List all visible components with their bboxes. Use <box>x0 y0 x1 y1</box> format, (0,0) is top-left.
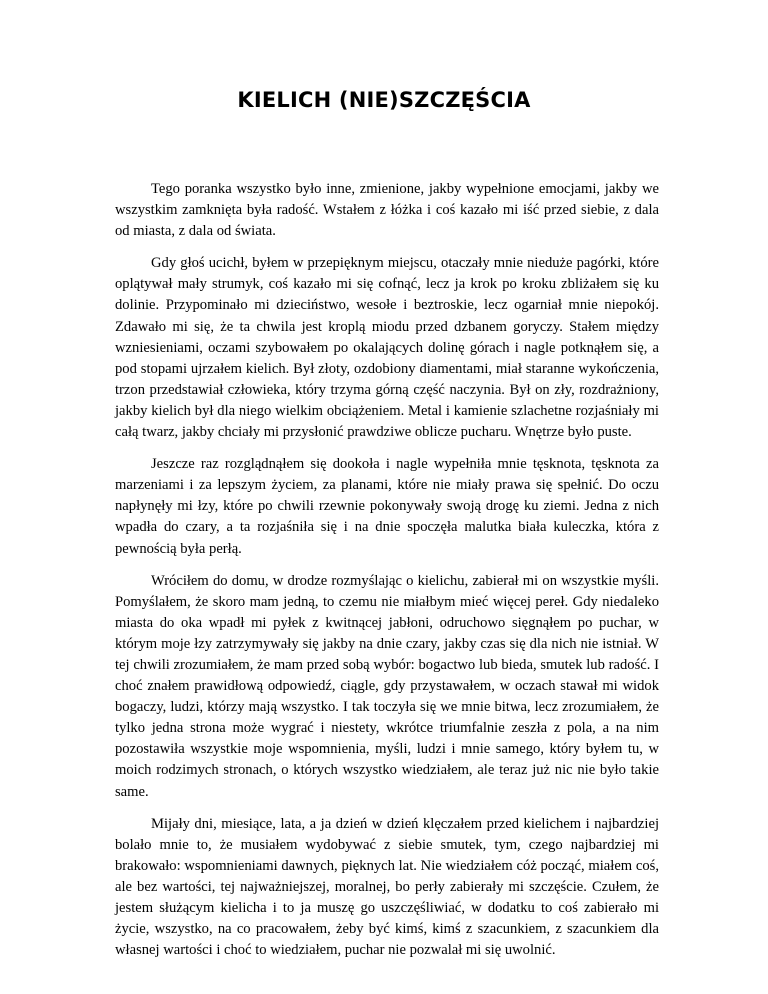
paragraph-3: Jeszcze raz rozglądnąłem się dookoła i nagle wypełniła mnie tęsknota, tęsknota za marzeniami i za lepszym życiem, za planami, które nie miały prawa się spełnić. Do oczu napłynęły mi łzy, które po chwili rzewnie pokonywały swoją drogę ku ziemi. Jedna z nich wpadła do czary, a ta rozjaśniła się i na dnie spoczęła malutka biała kuleczka, która z pewnością była perłą. <box>115 456 659 557</box>
paragraph-5: Mijały dni, miesiące, lata, a ja dzień w dzień klęczałem przed kielichem i najbardziej bolało mnie to, że musiałem wydobywać z siebie smutek, tym, czego najbardziej mi brakowało: wspomnieniami dawnych, pięknych lat. Nie wiedziałem cóż począć, miałem coś, ale bez wartości, tej najważniejszej, moralnej, bo perły zabierały mi szczęście. Czułem, że jestem służącym kielicha i to ja muszę go uszczęśliwiać, w dodatku to coś zabierało mi życie, wszystko, na co pracowałem, żeby być kimś, kimś z szacunkiem, z szacunkiem dla własnej wartości i choć to wiedziałem, puchar nie pozwalał mi się uwolnić. <box>115 815 659 959</box>
paragraph-4: Wróciłem do domu, w drodze rozmyślając o kielichu, zabierał mi on wszystkie myśli. Pomyślałem, że skoro mam jedną, to czemu nie miałbym mieć więcej pereł. Gdy niedaleko miasta do oka wpadł mi pyłek z kwitnącej jabłoni, odruchowo sięgnąłem po puchar, w którym moje łzy zatrzymywały się jakby na dnie czary, jakby czas się dla nich nie istniał. W tej chwili zrozumiałem, że mam przed sobą wybór: bogactwo lub bieda, smutek lub radość. I choć znałem prawidłową odpowiedź, ciągle, gdy przystawałem, w oczach stawał mi widok bogaczy, ludzi, którzy mają wszystko. I tak toczyła się we mnie bitwa, lecz zrozumiałem, że tylko jedna strona może wygrać i niestety, wkrótce triumfalnie zeszła z pola, a na nim pozostawiła wszystkie moje wspomnienia, myśli, ludzi i mnie samego, który byłem tu, w moich rodzimych stronach, o których wszystko wiedziałem, ale teraz już nic nie było takie same. <box>115 572 659 800</box>
document-body <box>115 179 659 972</box>
paragraph-2: Gdy głoś ucichł, byłem w przepięknym miejscu, otaczały mnie nieduże pagórki, które oplątywał mały strumyk, coś kazało mi się cofnąć, lecz ja krok po kroku zbliżałem się ku dolinie. Przypominało mi dzieciństwo, wesołe i beztroskie, lecz ogarniał mnie niepokój. Zdawało mi się, że ta chwila jest kroplą miodu przed dzbanem goryczy. Stałem między wzniesieniami, oczami szybowałem po okalających dolinę górach i nagle potknąłem się, a pod stopami ujrzałem kielich. Był złoty, ozdobiony diamentami, miał staranne wykończenia, trzon przedstawiał człowieka, który trzyma górną część naczynia. Był on zły, rozdrażniony, jakby kielich był dla niego wielkim obciążeniem. Metal i kamienie szlachetne rozjaśniały mi całą twarz, jakby chciały mi przysłonić prawdziwe oblicze pucharu. Wnętrze było puste. <box>115 255 659 441</box>
paragraph-1: Tego poranka wszystko było inne, zmienione, jakby wypełnione emocjami, jakby we wszystkim zamknięta była radość. Wstałem z łóżka i coś kazało mi iść przed siebie, z dala od miasta, z dala od świata. <box>115 181 659 240</box>
document-title: KIELICH (NIE)SZCZĘŚCIA <box>237 88 531 112</box>
